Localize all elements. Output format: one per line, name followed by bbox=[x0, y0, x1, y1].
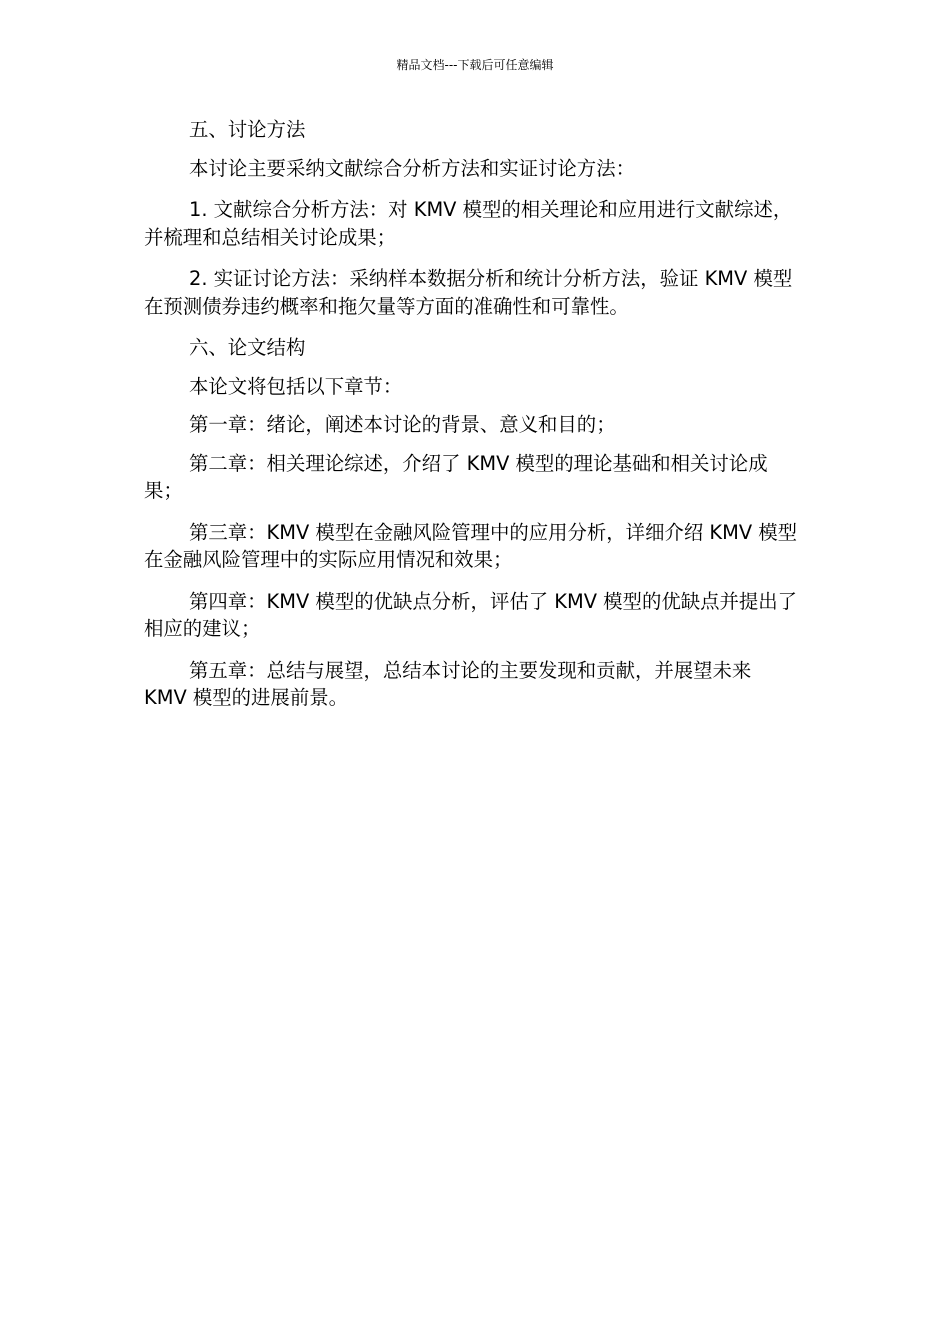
method-intro-paragraph: 本讨论主要采纳文献综合分析方法和实证讨论方法： bbox=[189, 156, 635, 180]
document-body bbox=[144, 116, 799, 723]
chapter-2-paragraph: 第二章：相关理论综述，介绍了 KMV 模型的理论基础和相关讨论成果； bbox=[144, 451, 768, 502]
section-5-heading: 五、讨论方法 bbox=[189, 118, 306, 141]
method-2-paragraph: 2. 实证讨论方法：采纳样本数据分析和统计分析方法，验证 KMV 模型在预测债券违约概率和拖欠量等方面的准确性和可靠性。 bbox=[144, 267, 793, 318]
method-1-paragraph: 1. 文献综合分析方法：对 KMV 模型的相关理论和应用进行文献综述，并梳理和总结相关讨论成果； bbox=[144, 198, 793, 249]
chapter-3-paragraph: 第三章：KMV 模型在金融风险管理中的应用分析，详细介绍 KMV 模型在金融风险管理中的实际应用情况和效果； bbox=[144, 520, 798, 571]
chapter-5-paragraph: 第五章：总结与展望，总结本讨论的主要发现和贡献，并展望未来 KMV 模型的进展前景。 bbox=[144, 658, 752, 709]
chapter-1-paragraph: 第一章：绪论，阐述本讨论的背景、意义和目的； bbox=[189, 413, 616, 436]
page-header: 精品文档---下载后可任意编辑 bbox=[396, 58, 554, 72]
chapter-4-paragraph: 第四章：KMV 模型的优缺点分析，评估了 KMV 模型的优缺点并提出了相应的建议； bbox=[144, 589, 798, 640]
section-6-heading: 六、论文结构 bbox=[189, 336, 306, 359]
structure-intro-paragraph: 本论文将包括以下章节： bbox=[189, 374, 403, 398]
